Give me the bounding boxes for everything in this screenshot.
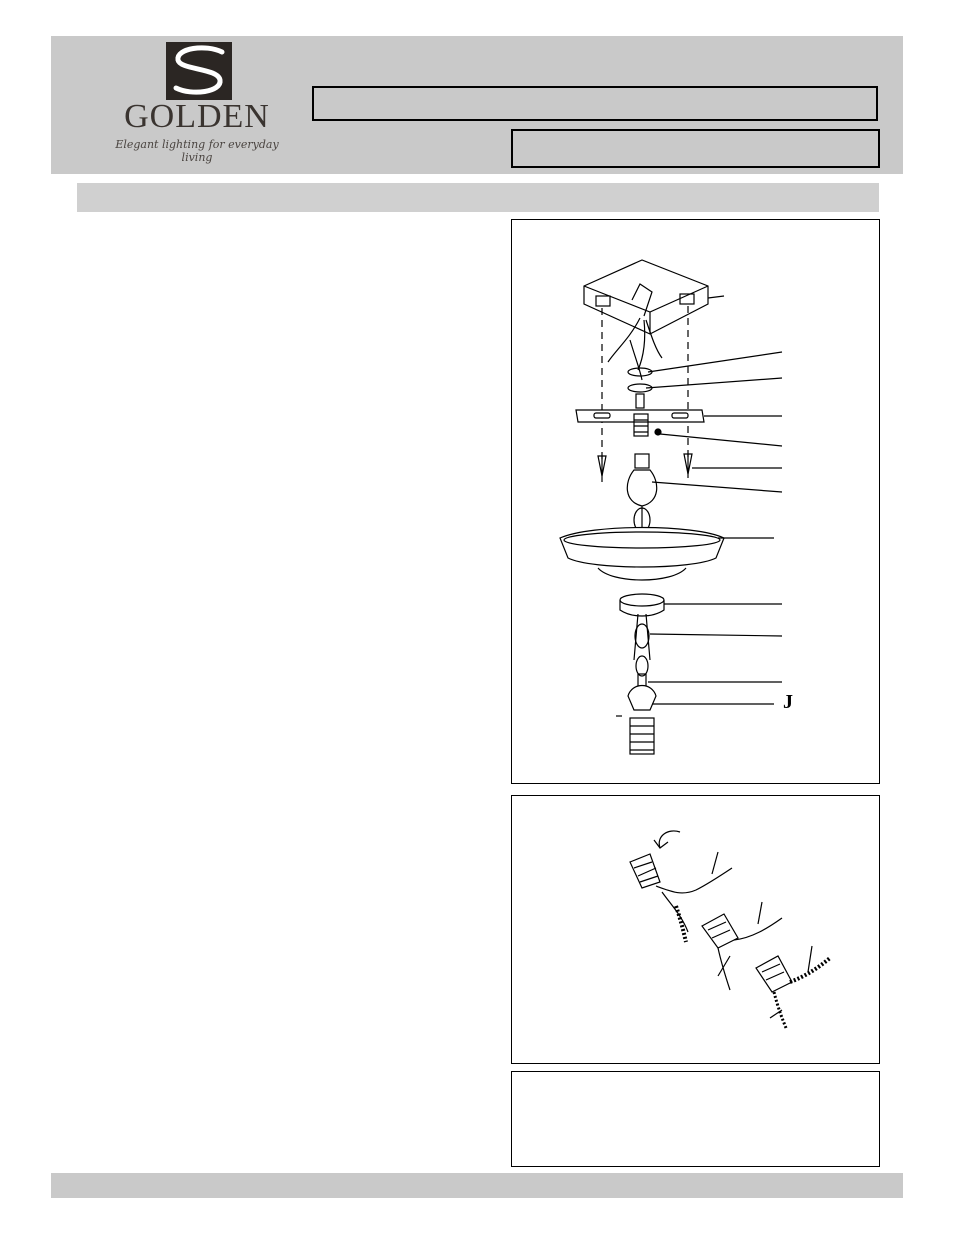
footer-band [51,1173,903,1198]
twist-arrow-icon [659,831,680,848]
wiring-diagram [512,796,881,1065]
note-box [511,1071,880,1167]
assembly-diagram-panel [511,219,880,784]
document-title-box [312,86,878,121]
company-logo [112,40,282,164]
document-subtitle-box [511,129,880,168]
assembly-diagram [512,220,881,785]
wiring-diagram-panel [511,795,880,1064]
logo-s-mark-icon [166,42,232,100]
part-label-j: J [783,691,793,713]
section-heading-bar [77,183,879,212]
logo-tagline: Elegant lighting for everyday living [115,138,279,164]
logo-wordmark: GOLDEN [124,98,270,135]
